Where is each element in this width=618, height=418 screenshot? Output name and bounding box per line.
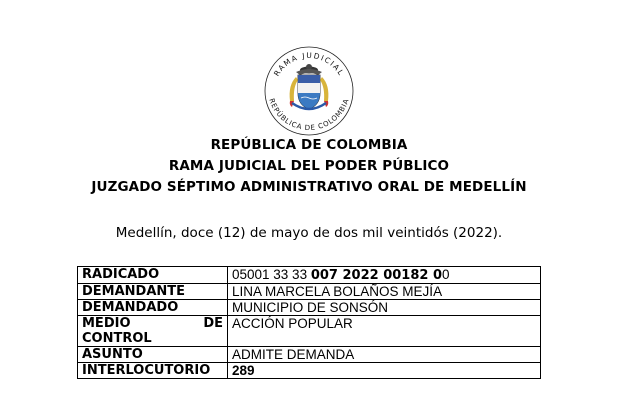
radicado-prefix: 05001 33 33 — [232, 267, 311, 282]
shield-icon — [298, 75, 320, 109]
demandante-value: LINA MARCELA BOLAÑOS MEJÍA — [228, 284, 541, 300]
medio-label-a: MEDIO — [82, 316, 131, 331]
asunto-label: ASUNTO — [78, 347, 228, 363]
table-row — [78, 316, 541, 347]
seal-bottom-text: REPÚBLICA DE COLOMBIA — [267, 97, 351, 133]
interlocutorio-value: 289 — [228, 363, 541, 379]
radicado-value — [228, 267, 541, 284]
table-row — [78, 347, 541, 363]
rama-judicial-seal — [256, 45, 362, 137]
table-row — [78, 363, 541, 379]
heading-republica: REPÚBLICA DE COLOMBIA — [210, 137, 408, 153]
medio-de-control-label — [78, 316, 228, 347]
interlocutorio-label: INTERLOCUTORIO — [78, 363, 228, 379]
case-info-table — [77, 266, 541, 379]
radicado-label: RADICADO — [78, 267, 228, 284]
medio-label-c: CONTROL — [82, 331, 152, 346]
demandado-label: DEMANDADO — [78, 300, 228, 316]
asunto-value: ADMITE DEMANDA — [228, 347, 541, 363]
condor-icon — [296, 64, 322, 75]
medio-label-b: DE — [203, 316, 223, 331]
demandante-label: DEMANDANTE — [78, 284, 228, 300]
heading-rama-judicial: RAMA JUDICIAL DEL PODER PÚBLICO — [168, 158, 450, 174]
demandado-value: MUNICIPIO DE SONSÓN — [228, 300, 541, 316]
radicado-number: 007 2022 00182 0 — [310, 268, 442, 283]
radicado-suffix: 0 — [442, 267, 450, 282]
table-row — [78, 300, 541, 316]
table-row — [78, 284, 541, 300]
dateline: Medellín, doce (12) de mayo de dos mil veintidós (2022). — [115, 225, 503, 241]
medio-de-control-value: ACCIÓN POPULAR — [228, 316, 541, 347]
heading-juzgado: JUZGADO SÉPTIMO ADMINISTRATIVO ORAL DE MEDELLÍN — [91, 179, 527, 195]
seal-top-text: RAMA JUDICIAL — [271, 50, 347, 78]
table-row — [78, 267, 541, 284]
